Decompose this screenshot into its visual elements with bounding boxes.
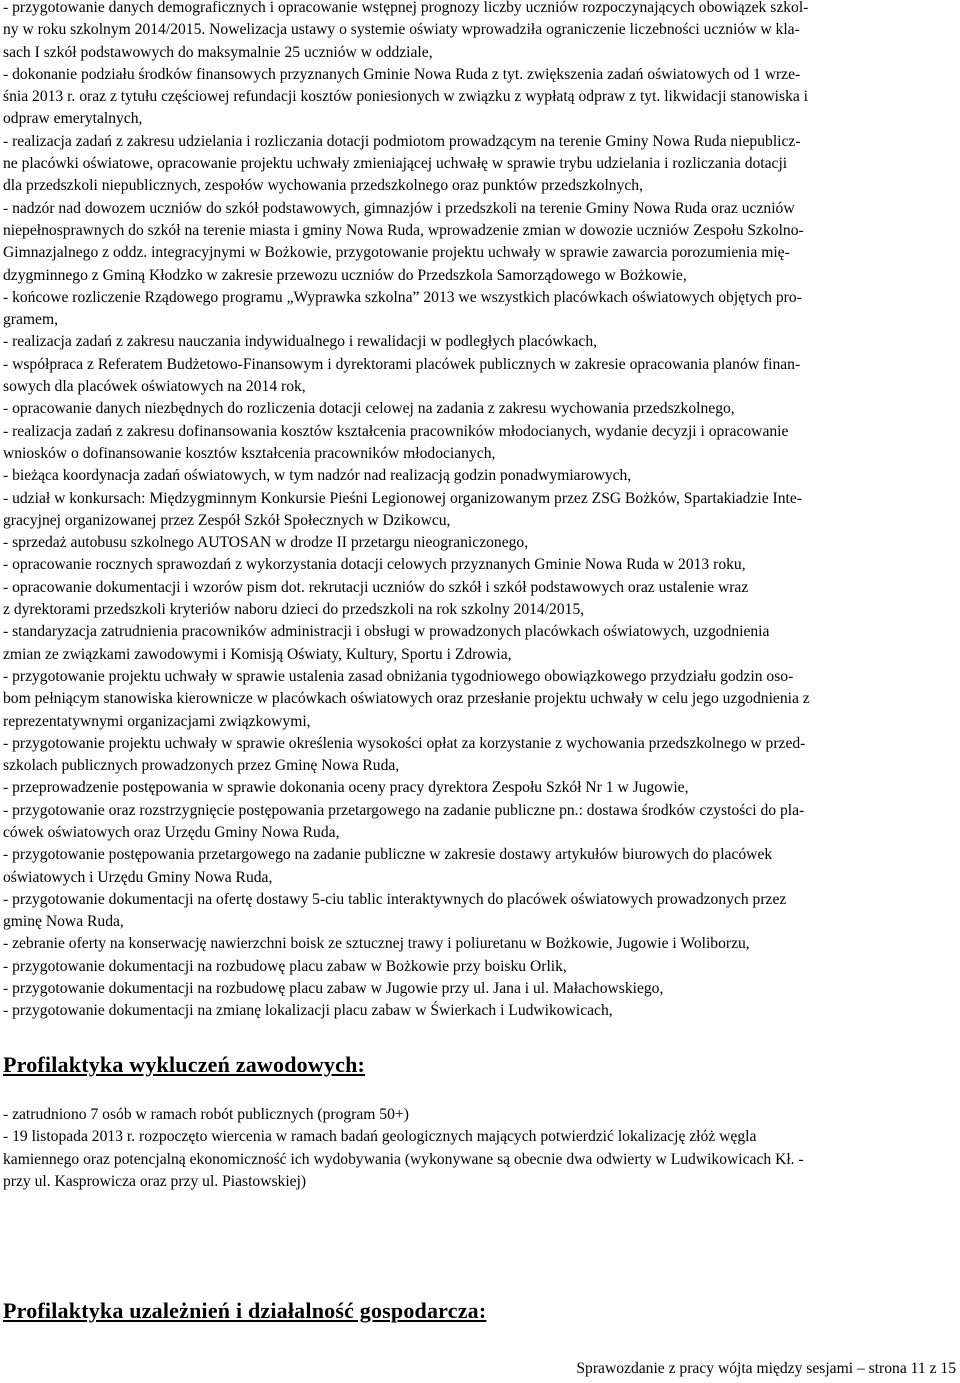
text-line: - przygotowanie postępowania przetargowego na zadanie publiczne w zakresie dostawy artykułów biurowych do placówek [3,846,773,864]
text-line: - końcowe rozliczenie Rządowego programu „Wyprawka szkolna” 2013 we wszystkich placówkach oświatowych objętych pro- [3,288,802,306]
text-line: - przeprowadzenie postępowania w sprawie dokonania oceny pracy dyrektora Zespołu Szkół Nr 1 w Jugowie, [3,779,689,797]
text-line: ne placówki oświatowe, opracowanie projektu uchwały zmieniającej uchwałę w sprawie trybu udzielania i rozliczania dotacji [3,155,788,173]
text-line: - przygotowanie dokumentacji na rozbudowę placu zabaw w Bożkowie przy boisku Orlik, [3,957,567,975]
text-line: - przygotowanie projektu uchwały w sprawie ustalenia zasad obniżania tygodniowego obowiązkowego przydziału godzin oso- [3,667,794,685]
text-line: Gimnazjalnego z oddz. integracyjnymi w Bożkowie, przygotowanie projektu uchwały w sprawie zawarcia porozumienia mię- [3,244,790,262]
text-line: - współpraca z Referatem Budżetowo-Finansowym i dyrektorami placówek publicznych w zakresie opracowania planów finan- [3,355,801,373]
text-line: śnia 2013 r. oraz z tytułu częściowej refundacji kosztów poniesionych w związku z wypłatą odpraw z tyt. likwidacji stanowiska i [3,88,809,106]
text-line: bom pełniącym stanowiska kierownicze w placówkach oświatowych oraz przesłanie projektu uchwały w celu jego uzgodnienia z [3,690,810,708]
text-line: - udział w konkursach: Międzygminnym Konkursie Pieśni Legionowej organizowanym przez ZSG Bożków, Spartakiadzie Inte- [3,489,802,507]
text-line: - opracowanie dokumentacji i wzorów pism dot. rekrutacji uczniów do szkół i szkół podstawowych oraz ustalenie wraz [3,578,749,596]
section-heading-employment: Profilaktyka wykluczeń zawodowych: [3,1052,366,1077]
text-line: - przygotowanie dokumentacji na ofertę dostawy 5-ciu tablic interaktywnych do placówek oświatowych prowadzonych przez [3,890,787,908]
text-line: reprezentatywnymi organizacjami związkowymi, [3,712,311,730]
text-line: - sprzedaż autobusu szkolnego AUTOSAN w drodze II przetargu nieograniczonego, [3,534,529,552]
text-line: - realizacja zadań z zakresu nauczania indywidualnego i rewalidacji w podległych placówkach, [3,333,598,351]
text-line: - przygotowanie dokumentacji na zmianę lokalizacji placu zabaw w Świerkach i Ludwikowicach, [3,1002,613,1020]
text-line: - zebranie oferty na konserwację nawierzchni boisk ze sztucznej trawy i poliuretanu w Bożkowie, Jugowie i Woliborzu, [3,935,750,953]
text-line: niepełnosprawnych do szkół na terenie miasta i gminy Nowa Ruda, wprowadzenie zmian w dowozie uczniów Zespołu Szkolno- [3,221,804,239]
section-education-tasks [3,0,958,1023]
text-line: ny w roku szkolnym 2014/2015. Nowelizacja ustawy o systemie oświaty wprowadziła ograniczenie liczebności uczniów w kla- [3,21,800,39]
text-line: sowych dla placówek oświatowych na 2014 rok, [3,378,306,396]
text-line: wniosków o dofinansowanie kosztów kształcenia pracowników młodocianych, [3,444,496,462]
text-line: z dyrektorami przedszkoli kryteriów naboru dzieci do przedszkoli na rok szkolny 2014/2015, [3,601,585,619]
text-line: - opracowanie rocznych sprawozdań z wykorzystania dotacji celowych przyznanych Gminie Nowa Ruda w 2013 roku, [3,556,746,574]
text-line: - standaryzacja zatrudnienia pracowników administracji i obsługi w prowadzonych placówkach oświatowych, uzgodnienia [3,623,770,641]
text-line: oświatowych i Urzędu Gminy Nowa Ruda, [3,868,273,886]
text-line: - realizacja zadań z zakresu udzielania i rozliczania dotacji podmiotom prowadzącym na terenie Gminy Nowa Ruda niepublicz- [3,132,801,150]
text-line: dla przedszkoli niepublicznych, zespołów wychowania przedszkolnego oraz punktów przedszkolnych, [3,177,643,195]
text-line: - realizacja zadań z zakresu dofinansowania kosztów kształcenia pracowników młodocianych, wydanie decyzji i opracowanie [3,422,789,440]
text-line: - przygotowanie projektu uchwały w sprawie określenia wysokości opłat za korzystanie z wychowania przedszkolnego w przed- [3,734,806,752]
text-line: cówek oświatowych oraz Urzędu Gminy Nowa Ruda, [3,823,340,841]
text-line: - dokonanie podziału środków finansowych przyznanych Gminie Nowa Ruda z tyt. zwiększenia zadań oświatowych od 1 wrze- [3,65,801,83]
text-line: odpraw emerytalnych, [3,110,143,128]
text-line: zmian ze związkami zawodowymi i Komisją Oświaty, Kultury, Sportu i Zdrowia, [3,645,512,663]
text-line: - 19 listopada 2013 r. rozpoczęto wiercenia w ramach badań geologicznych mających potwierdzić lokalizację złóż węgla [3,1128,757,1146]
text-line: - zatrudniono 7 osób w ramach robót publicznych (program 50+) [3,1106,409,1123]
text-line: przy ul. Kasprowicza oraz przy ul. Piastowskiej) [3,1172,307,1190]
text-line: gracyjnej organizowanej przez Zespół Szkół Społecznych w Dzikowcu, [3,511,451,529]
text-line: kamiennego oraz potencjalną ekonomiczność ich wydobywania (wykonywane są obecnie dwa odwierty w Ludwikowicach Kł. - [3,1150,804,1168]
text-line: - bieżąca koordynacja zadań oświatowych, w tym nadzór nad realizacją godzin ponadwymiarowych, [3,467,632,485]
text-line: - przygotowanie dokumentacji na rozbudowę placu zabaw w Jugowie przy ul. Jana i ul. Małachowskiego, [3,980,664,998]
text-line: gminę Nowa Ruda, [3,913,124,931]
section-employment-prevention [3,1104,958,1193]
section-heading-addictions: Profilaktyka uzależnień i działalność gospodarcza: [3,1298,487,1323]
text-line: - opracowanie danych niezbędnych do rozliczenia dotacji celowej na zadania z zakresu wychowania przedszkolnego, [3,400,735,418]
page-footer: Sprawozdanie z pracy wójta między sesjami – strona 11 z 15 [576,1360,956,1377]
text-line: - przygotowanie danych demograficznych i opracowanie wstępnej prognozy liczby uczniów rozpoczynających obowiązek szkol- [3,0,809,16]
text-line: dzygminnego z Gminą Kłodzko w zakresie przewozu uczniów do Przedszkola Samorządowego w Bożkowie, [3,266,687,284]
text-line: szkolach publicznych prowadzonych przez Gminę Nowa Ruda, [3,757,400,775]
text-line: gramem, [3,311,58,329]
text-line: sach I szkół podstawowych do maksymalnie 25 uczniów w oddziale, [3,43,433,61]
text-line: - przygotowanie oraz rozstrzygnięcie postępowania przetargowego na zadanie publiczne pn.: dostawa środków czystości do pla- [3,801,805,819]
text-line: - nadzór nad dowozem uczniów do szkół podstawowych, gimnazjów i przedszkoli na terenie Gminy Nowa Ruda oraz uczniów [3,199,795,217]
